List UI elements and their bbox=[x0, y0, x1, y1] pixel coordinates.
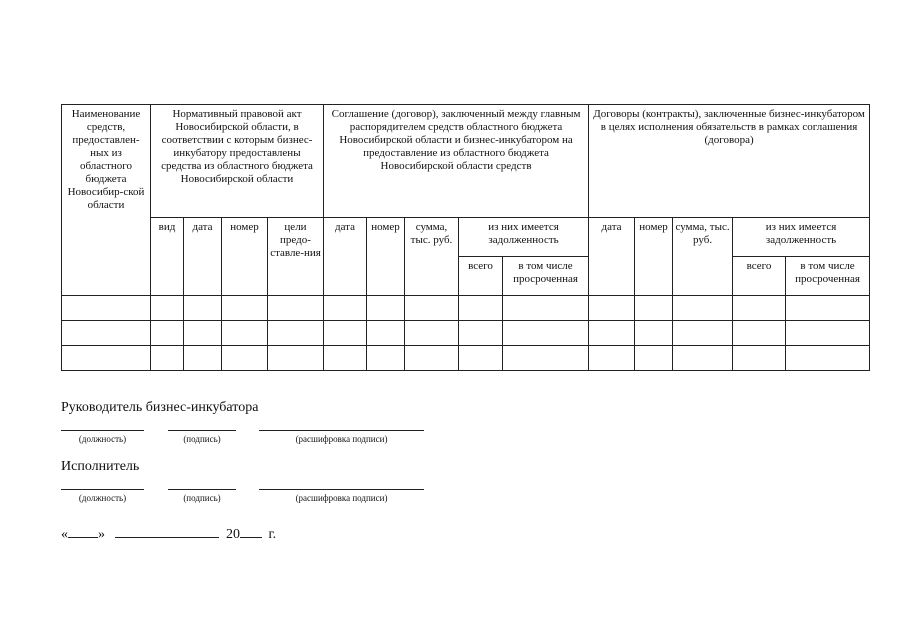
table-cell[interactable] bbox=[367, 346, 405, 371]
executor-signature-line[interactable] bbox=[168, 489, 236, 490]
head-decoding-caption: (расшифровка подписи) bbox=[295, 434, 388, 444]
table-cell[interactable] bbox=[733, 321, 786, 346]
head-signature-line[interactable] bbox=[168, 430, 236, 431]
table-cell[interactable] bbox=[786, 346, 870, 371]
header-name-of-funds: Наименование средств, предоставлен-ных из областного бюджета Новосибир-ской области bbox=[62, 105, 151, 296]
table-cell[interactable] bbox=[459, 346, 503, 371]
table-cell[interactable] bbox=[367, 296, 405, 321]
table-cell[interactable] bbox=[62, 321, 151, 346]
table-cell[interactable] bbox=[786, 321, 870, 346]
table-cell[interactable] bbox=[673, 296, 733, 321]
table-cell[interactable] bbox=[184, 346, 222, 371]
executor-decoding-caption: (расшифровка подписи) bbox=[295, 493, 388, 503]
header-contracts-debt-overdue: в том числе просроченная bbox=[786, 257, 870, 296]
table-cell[interactable] bbox=[589, 346, 635, 371]
table-cell[interactable] bbox=[405, 321, 459, 346]
table-cell[interactable] bbox=[459, 296, 503, 321]
date-line bbox=[61, 523, 276, 543]
head-title: Руководитель бизнес-инкубатора bbox=[61, 400, 259, 415]
header-agreement: Соглашение (договор), заключенный между главным распорядителем средств областного бюджета Новосибирской области и бизнес-инкубатором на предоставление из областного бюджета Новосибирской области средств bbox=[324, 105, 589, 218]
executor-position-line[interactable] bbox=[61, 489, 144, 490]
table-cell[interactable] bbox=[367, 321, 405, 346]
table-cell[interactable] bbox=[324, 296, 367, 321]
header-contracts-number: номер bbox=[635, 218, 673, 296]
header-contracts-debt-total: всего bbox=[733, 257, 786, 296]
table-cell[interactable] bbox=[673, 346, 733, 371]
table-cell[interactable] bbox=[222, 346, 268, 371]
header-act-date: дата bbox=[184, 218, 222, 296]
table-cell[interactable] bbox=[151, 321, 184, 346]
table-cell[interactable] bbox=[151, 346, 184, 371]
table-cell[interactable] bbox=[184, 321, 222, 346]
table-cell[interactable] bbox=[589, 321, 635, 346]
table-cell[interactable] bbox=[786, 296, 870, 321]
year-prefix: 20 bbox=[226, 527, 240, 542]
executor-decoding-line[interactable] bbox=[259, 489, 424, 490]
table-cell[interactable] bbox=[62, 296, 151, 321]
table-cell[interactable] bbox=[405, 346, 459, 371]
header-contracts-debt: из них имеется задолженность bbox=[733, 218, 870, 257]
header-act-number: номер bbox=[222, 218, 268, 296]
report-table bbox=[61, 104, 870, 371]
head-signature-caption: (подпись) bbox=[183, 434, 221, 444]
table-cell[interactable] bbox=[635, 321, 673, 346]
table-cell[interactable] bbox=[733, 296, 786, 321]
head-position-line[interactable] bbox=[61, 430, 144, 431]
executor-position-caption: (должность) bbox=[78, 493, 127, 503]
table-cell[interactable] bbox=[405, 296, 459, 321]
header-agreement-number: номер bbox=[367, 218, 405, 296]
table-cell[interactable] bbox=[268, 296, 324, 321]
header-agreement-date: дата bbox=[324, 218, 367, 296]
table-cell[interactable] bbox=[268, 346, 324, 371]
header-contracts-date: дата bbox=[589, 218, 635, 296]
header-legal-act: Нормативный правовой акт Новосибирской области, в соответствии с которым бизнес-инкубатору предоставлены средства из областного бюджета Новосибирской области bbox=[151, 105, 324, 218]
header-contracts: Договоры (контракты), заключенные бизнес-инкубатором в целях исполнения обязательств в рамках соглашения (договора) bbox=[589, 105, 870, 218]
table-cell[interactable] bbox=[324, 346, 367, 371]
table-row bbox=[62, 296, 870, 321]
day-blank[interactable] bbox=[68, 523, 98, 538]
header-agreement-debt-overdue: в том числе просроченная bbox=[503, 257, 589, 296]
header-act-purpose: цели предо-ставле-ния bbox=[268, 218, 324, 296]
year-suffix: г. bbox=[268, 527, 277, 542]
year-blank[interactable] bbox=[240, 523, 262, 538]
table-cell[interactable] bbox=[184, 296, 222, 321]
month-blank[interactable] bbox=[115, 523, 219, 538]
header-agreement-debt-total: всего bbox=[459, 257, 503, 296]
head-decoding-line[interactable] bbox=[259, 430, 424, 431]
table-cell[interactable] bbox=[635, 296, 673, 321]
header-act-type: вид bbox=[151, 218, 184, 296]
header-agreement-sum: сумма, тыс. руб. bbox=[405, 218, 459, 296]
table-cell[interactable] bbox=[151, 296, 184, 321]
table-cell[interactable] bbox=[222, 321, 268, 346]
table-cell[interactable] bbox=[459, 321, 503, 346]
header-agreement-debt: из них имеется задолженность bbox=[459, 218, 589, 257]
table-cell[interactable] bbox=[635, 346, 673, 371]
executor-title: Исполнитель bbox=[61, 459, 140, 474]
date-open-quote: « bbox=[61, 527, 68, 542]
table-row bbox=[62, 321, 870, 346]
table-cell[interactable] bbox=[503, 346, 589, 371]
header-contracts-sum: сумма, тыс. руб. bbox=[673, 218, 733, 296]
table-cell[interactable] bbox=[733, 346, 786, 371]
table-cell[interactable] bbox=[62, 346, 151, 371]
table-cell[interactable] bbox=[503, 296, 589, 321]
table-cell[interactable] bbox=[268, 321, 324, 346]
date-close-quote: » bbox=[98, 527, 105, 542]
table-cell[interactable] bbox=[503, 321, 589, 346]
table-row bbox=[62, 346, 870, 371]
table-cell[interactable] bbox=[673, 321, 733, 346]
table-cell[interactable] bbox=[222, 296, 268, 321]
executor-signature-caption: (подпись) bbox=[183, 493, 221, 503]
table-cell[interactable] bbox=[589, 296, 635, 321]
head-position-caption: (должность) bbox=[78, 434, 127, 444]
table-cell[interactable] bbox=[324, 321, 367, 346]
